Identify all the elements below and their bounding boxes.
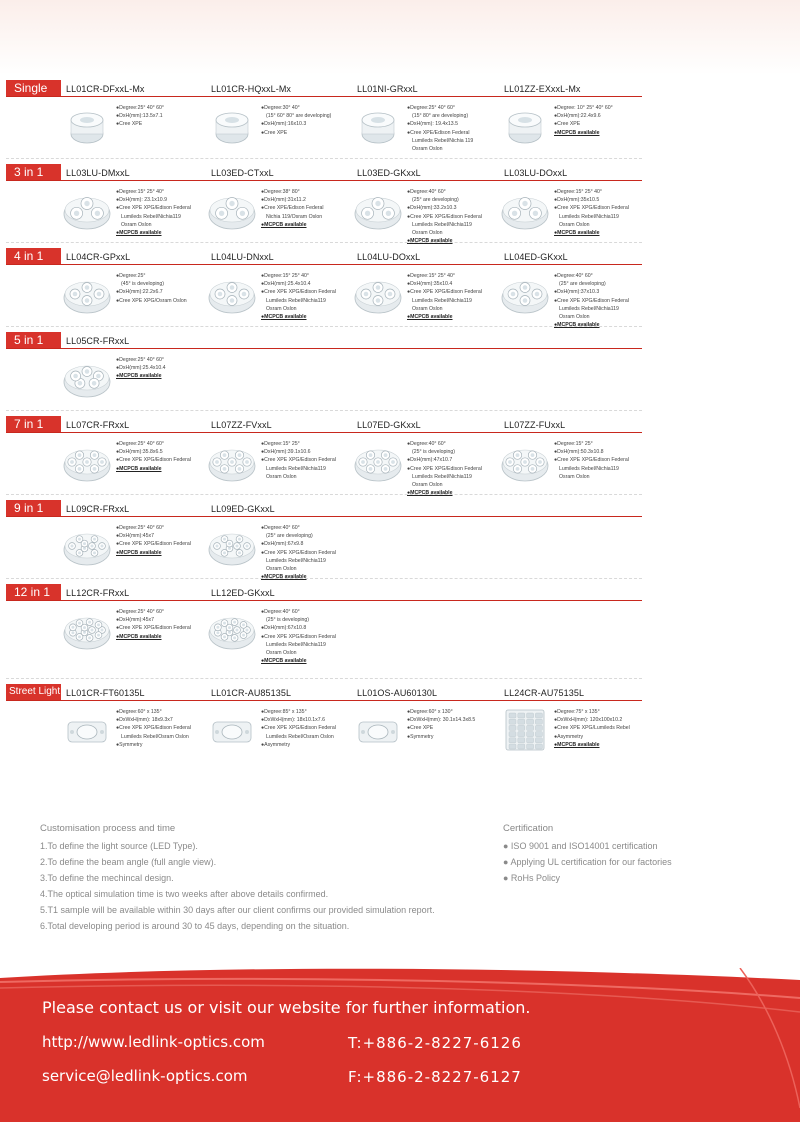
product-name: LL01CR-FT60135L	[66, 688, 145, 698]
spec-line: Osram Oslon	[559, 473, 590, 480]
product-name: LL04CR-GPxxL	[66, 252, 131, 262]
spec-line: Nichia 119/Osram Oslon	[266, 213, 323, 220]
spec-list	[261, 440, 351, 481]
category-rule	[6, 348, 642, 349]
lens-image	[500, 272, 550, 316]
spec-list	[554, 272, 644, 329]
spec-line: (15° 60° 80° are developing)	[266, 113, 332, 120]
spec-line: ●Degree:15° 25°	[554, 441, 593, 447]
customisation-step: 1.To define the light source (LED Type).	[40, 841, 198, 851]
spec-line: ●DxH(mm):16x10.3	[261, 121, 307, 128]
spec-list	[116, 440, 206, 473]
spec-line: Lumileds Rebel/Nichia119	[559, 465, 619, 472]
spec-line: ●Cree XPE XPG/Edison Federal	[261, 289, 336, 296]
certification-title: Certification	[503, 823, 554, 834]
spec-list	[116, 608, 206, 641]
category-rule	[6, 700, 642, 701]
spec-line: Osram Oslon	[266, 650, 297, 657]
certification-item: ● RoHs Policy	[503, 873, 560, 883]
spec-line: Lumileds Rebel/Osram Oslon	[121, 733, 189, 740]
product-name: LL09ED-GKxxL	[211, 504, 275, 514]
spec-line: ●DxWxH(mm): 18x10.1x7.6	[261, 717, 325, 724]
spec-list	[407, 188, 497, 245]
product-name: LL04LU-DOxxL	[357, 252, 421, 262]
spec-line: ●Asymmetry	[261, 741, 291, 748]
spec-line: ●Cree XPE XPG/Edison Federal	[261, 633, 336, 640]
spec-line: Osram Oslon	[559, 314, 590, 321]
product-name: LL01ZZ-EXxxL-Mx	[504, 84, 581, 94]
spec-line: ●DxH(mm):67x9.8	[261, 541, 304, 548]
spec-line: Lumileds Rebel/Nichia119	[412, 473, 472, 480]
category-tab: Single	[6, 80, 61, 96]
fax-number: F:+886-2-8227-6127	[348, 1068, 522, 1086]
spec-line: ●MCPCB available	[554, 129, 600, 136]
spec-list	[554, 440, 644, 481]
spec-list	[116, 524, 206, 557]
spec-line: ●DxWxH(mm): 30.1x14.3x8.5	[407, 717, 476, 724]
category-rule	[6, 264, 642, 265]
spec-line: ●Degree:60° x 135°	[116, 709, 162, 715]
lens-image	[500, 104, 550, 148]
spec-list	[554, 708, 644, 749]
spec-line: Osram Oslon	[412, 482, 443, 489]
lens-image	[353, 188, 403, 232]
spec-line: ●Cree XPE XPG/Edison Federal	[116, 625, 191, 632]
spec-line: ●MCPCB available	[261, 658, 307, 665]
spec-line: Osram Oslon	[121, 221, 152, 228]
product-name: LL07CR-FRxxL	[66, 420, 130, 430]
spec-line: (45° is developing)	[121, 281, 165, 288]
spec-line: ●Degree:25°	[116, 273, 146, 279]
category-rule	[6, 600, 642, 601]
spec-line: ●MCPCB available	[116, 230, 162, 237]
spec-list	[261, 524, 351, 581]
spec-line: ●MCPCB available	[554, 741, 600, 748]
customisation-step: 2.To define the beam angle (full angle view).	[40, 857, 217, 867]
spec-list	[554, 104, 644, 137]
spec-line: ●Cree XPE/Edison Federal	[261, 205, 324, 212]
row-divider	[6, 678, 642, 679]
category-tab: 5 in 1	[6, 332, 61, 348]
spec-line: ●DxH(mm):45x7	[116, 533, 155, 540]
spec-line: (15° 80° are developing)	[412, 113, 469, 120]
category-tab: Street Light	[6, 684, 61, 700]
spec-line: Lumileds Rebel/Nichia119	[559, 213, 619, 220]
product-name: LL12ED-GKxxL	[211, 588, 275, 598]
certification-item: ● ISO 9001 and ISO14001 certification	[503, 841, 658, 851]
lens-image	[353, 440, 403, 484]
spec-line: ●Degree:38° 80°	[261, 189, 300, 195]
category-tab: 3 in 1	[6, 164, 61, 180]
spec-line: ●DxH(mm):39.1x10.6	[261, 449, 311, 456]
spec-line: ●Degree:25° 40° 60°	[407, 105, 456, 111]
lens-image	[207, 524, 257, 568]
spec-line: ●DxH(mm):33.2x10.3	[407, 205, 457, 212]
spec-line: ●Cree XPE XPG/Edison Federal	[407, 213, 482, 220]
product-name: LL04LU-DNxxL	[211, 252, 274, 262]
lens-image	[62, 440, 112, 484]
lens-image	[353, 272, 403, 316]
spec-line: ●Degree:25° 40° 60°	[116, 105, 165, 111]
spec-line: (25° is developing)	[412, 449, 456, 456]
spec-line: ●Cree XPE XPG/Edison Federal	[116, 457, 191, 464]
spec-line: ●MCPCB available	[116, 465, 162, 472]
spec-line: ●MCPCB available	[261, 574, 307, 581]
spec-line: Lumileds Rebel/Nichia119	[266, 465, 326, 472]
spec-line: ●Degree:25° 40° 60°	[116, 525, 165, 531]
category-tab: 4 in 1	[6, 248, 61, 264]
customisation-step: 3.To define the mechincal design.	[40, 873, 174, 883]
spec-line: ●DxH(mm):31x11.2	[261, 197, 306, 204]
lens-image	[207, 188, 257, 232]
spec-line: Lumileds Rebel/Nichia 119	[412, 137, 474, 144]
lens-image	[62, 708, 112, 752]
category-tab: 9 in 1	[6, 500, 61, 516]
spec-line: ●DxWxH(mm): 120x100x10.2	[554, 717, 623, 724]
lens-image	[500, 188, 550, 232]
spec-line: ●Cree XPE XPG/Osram Oslon	[116, 297, 187, 304]
spec-line: Lumileds Rebel/Nichia119	[121, 213, 181, 220]
spec-line: ●DxH(mm):22.2x6.7	[116, 289, 163, 296]
product-name: LL05CR-FRxxL	[66, 336, 130, 346]
row-divider	[6, 494, 642, 495]
category-tab: 7 in 1	[6, 416, 61, 432]
spec-line: ●MCPCB available	[116, 373, 162, 380]
spec-line: ●Degree:40° 60°	[261, 609, 300, 615]
spec-line: ●Degree:25° 40° 60°	[116, 441, 165, 447]
spec-list	[116, 356, 206, 381]
spec-line: ●DxH(mm):22.4x9.6	[554, 113, 601, 120]
spec-line: Lumileds Rebel/Nichia119	[266, 297, 326, 304]
spec-list	[116, 104, 206, 129]
spec-line: ●Cree XPE XPG/Edison Federal	[554, 205, 629, 212]
spec-line: ●Degree:40° 60°	[261, 525, 300, 531]
lens-image	[62, 608, 112, 652]
spec-line: ●MCPCB available	[554, 230, 600, 237]
spec-list	[261, 608, 351, 665]
spec-line: ●Degree:40° 60°	[407, 441, 446, 447]
spec-line: ●DxH(mm):37x10.3	[554, 289, 600, 296]
category-rule	[6, 432, 642, 433]
spec-line: Osram Oslon	[266, 473, 297, 480]
spec-line: Osram Oslon	[412, 230, 443, 237]
spec-line: ●Cree XPE XPG/Edison Federal	[261, 725, 336, 732]
spec-line: ●Cree XPE XPG/Edison Federal	[554, 297, 629, 304]
category-rule	[6, 96, 642, 97]
spec-list	[261, 272, 351, 321]
spec-line: Lumileds Rebel/Nichia119	[559, 305, 619, 312]
product-name: LL07ED-GKxxL	[357, 420, 421, 430]
spec-line: ●Degree:15° 25° 40°	[116, 189, 165, 195]
spec-line: ●Cree XPE XPG/Edison Federal	[407, 465, 482, 472]
spec-line: ●Cree XPE XPG/Edison Federal	[261, 549, 336, 556]
spec-line: ●DxH(mm):45x7	[116, 617, 155, 624]
product-name: LL01CR-HQxxL-Mx	[211, 84, 292, 94]
spec-line: ●DxH(mm):47x10.7	[407, 457, 453, 464]
spec-line: ●MCPCB available	[116, 633, 162, 640]
row-divider	[6, 410, 642, 411]
row-divider	[6, 242, 642, 243]
lens-image	[207, 272, 257, 316]
row-divider	[6, 326, 642, 327]
spec-line: (25° are developing)	[559, 281, 606, 288]
spec-list	[554, 188, 644, 237]
product-name: LL09CR-FRxxL	[66, 504, 130, 514]
spec-line: ●MCPCB available	[407, 238, 453, 245]
spec-line: ●Degree:30° 40°	[261, 105, 300, 111]
customisation-step: 5.T1 sample will be available within 30 days after our client confirms our provided simulation report.	[40, 905, 435, 915]
spec-line: Osram Oslon	[266, 566, 297, 573]
spec-line: ●MCPCB available	[554, 322, 600, 329]
spec-line: (25° are developing)	[266, 533, 313, 540]
spec-line: Osram Oslon	[266, 305, 297, 312]
spec-line: ●Symmetry	[407, 733, 434, 740]
spec-list	[261, 708, 351, 749]
spec-line: ●DxH(mm):13.5x7.1	[116, 113, 163, 120]
spec-line: (25° are developing)	[412, 197, 459, 204]
spec-list	[407, 440, 497, 497]
spec-line: ●Degree:40° 60°	[554, 273, 593, 279]
website-link[interactable]: http://www.ledlink-optics.com	[42, 1033, 265, 1051]
lens-image	[62, 272, 112, 316]
email-link[interactable]: service@ledlink-optics.com	[42, 1067, 248, 1085]
product-name: LL12CR-FRxxL	[66, 588, 130, 598]
spec-list	[261, 188, 351, 229]
customisation-step: 6.Total developing period is around 30 to 45 days, depending on the situation.	[40, 921, 350, 931]
lens-image	[62, 104, 112, 148]
category-rule	[6, 180, 642, 181]
spec-line: ●Degree:25° 40° 60°	[116, 357, 165, 363]
spec-line: ●Degree:40° 60°	[407, 189, 446, 195]
spec-line: Osram Oslon	[559, 221, 590, 228]
spec-line: Lumileds Rebel/Nichia119	[266, 641, 326, 648]
row-divider	[6, 158, 642, 159]
spec-line: ●DxH(mm):67x10.8	[261, 625, 307, 632]
lens-image	[62, 188, 112, 232]
certification-item: ● Applying UL certification for our factories	[503, 857, 672, 867]
spec-line: ●Asymmetry	[554, 733, 584, 740]
product-name: LL03ED-CTxxL	[211, 168, 274, 178]
lens-image	[207, 608, 257, 652]
spec-line: ●DxH(mm):50.3x10.8	[554, 449, 604, 456]
spec-line: ●Degree:15° 25° 40°	[407, 273, 456, 279]
spec-line: ●Cree XPE	[261, 129, 288, 136]
spec-line: Osram Oslon	[412, 146, 443, 153]
product-name: LL03ED-GKxxL	[357, 168, 421, 178]
category-rule	[6, 516, 642, 517]
spec-line: ●Cree XPE/Edison Federal	[407, 129, 470, 136]
spec-line: ●DxH(mm): 19.4x13.5	[407, 121, 458, 128]
lens-image	[500, 708, 550, 752]
lens-image	[62, 356, 112, 400]
spec-line: ●DxH(mm):35x10.4	[407, 281, 453, 288]
row-divider	[6, 578, 642, 579]
spec-line: ●DxWxH(mm): 18x9.3x7	[116, 717, 173, 724]
product-name: LL01NI-GRxxL	[357, 84, 418, 94]
spec-line: ●DxH(mm):35.8x6.5	[116, 449, 163, 456]
lens-image	[207, 440, 257, 484]
product-name: LL03LU-DOxxL	[504, 168, 568, 178]
spec-line: ●Cree XPE	[116, 121, 143, 128]
spec-list	[116, 272, 206, 305]
product-name: LL07ZZ-FUxxL	[504, 420, 566, 430]
spec-list	[116, 188, 206, 237]
spec-line: ●Degree:15° 25° 40°	[554, 189, 603, 195]
product-name: LL01CR-DFxxL-Mx	[66, 84, 145, 94]
spec-line: ●Cree XPE XPG/Edison Federal	[116, 725, 191, 732]
product-name: LL24CR-AU75135L	[504, 688, 585, 698]
spec-line: ●Cree XPE XPG/Edison Federal	[116, 205, 191, 212]
lens-image	[62, 524, 112, 568]
spec-line: ●Cree XPE XPG/Edison Federal	[261, 457, 336, 464]
spec-list	[116, 708, 206, 749]
spec-line: ●MCPCB available	[261, 221, 307, 228]
product-name: LL04ED-GKxxL	[504, 252, 568, 262]
spec-line: ●Cree XPE XPG/Edison Federal	[554, 457, 629, 464]
spec-line: ●MCPCB available	[407, 314, 453, 321]
spec-list	[407, 708, 497, 741]
spec-line: Osram Oslon	[412, 305, 443, 312]
phone-number: T:+886-2-8227-6126	[348, 1034, 522, 1052]
spec-line: ●Cree XPE XPG/Edison Federal	[407, 289, 482, 296]
spec-line: Lumileds Rebel/Nichia119	[266, 557, 326, 564]
lens-image	[353, 104, 403, 148]
spec-line: (25° is developing)	[266, 617, 310, 624]
spec-line: ●MCPCB available	[261, 314, 307, 321]
spec-line: ●Degree:15° 25°	[261, 441, 300, 447]
lens-image	[353, 708, 403, 752]
product-name: LL03LU-DMxxL	[66, 168, 130, 178]
spec-line: ●DxH(mm):25.4x10.4	[261, 281, 311, 288]
spec-line: Lumileds Rebel/Nichia119	[412, 297, 472, 304]
product-name: LL01CR-AU85135L	[211, 688, 292, 698]
spec-line: Lumileds Rebel/Nichia119	[412, 221, 472, 228]
spec-line: ●Symmetry	[116, 741, 143, 748]
category-tab: 12 in 1	[6, 584, 61, 600]
spec-line: ●Cree XPE XPG/Edison Federal	[116, 541, 191, 548]
product-name: LL07ZZ-FVxxL	[211, 420, 272, 430]
spec-line: ●Degree:25° 40° 60°	[116, 609, 165, 615]
spec-line: ●Degree:60° x 130°	[407, 709, 453, 715]
spec-line: ●DxH(mm):25.4x10.4	[116, 365, 166, 372]
lens-image	[207, 104, 257, 148]
contact-footer	[0, 968, 800, 1122]
spec-line: ●Degree:75° x 135°	[554, 709, 600, 715]
spec-line: ●MCPCB available	[116, 549, 162, 556]
spec-line: ●Degree:85° x 135°	[261, 709, 307, 715]
spec-line: ●DxH(mm):35x10.5	[554, 197, 600, 204]
customisation-title: Customisation process and time	[40, 823, 176, 834]
spec-line: ●Degree: 10° 25° 40° 60°	[554, 105, 613, 111]
lens-image	[207, 708, 257, 752]
spec-line: Lumileds Rebel/Osram Oslon	[266, 733, 334, 740]
spec-line: ●Cree XPE	[407, 725, 434, 732]
spec-list	[407, 272, 497, 321]
footer-headline: Please contact us or visit our website for further information.	[42, 998, 531, 1017]
spec-line: ●Cree XPE	[554, 121, 581, 128]
lens-image	[500, 440, 550, 484]
spec-line: ●Cree XPE XPG/Lumileds Rebel	[554, 725, 630, 732]
spec-list	[407, 104, 497, 153]
customisation-step: 4.The optical simulation time is two weeks after above details confirmed.	[40, 889, 329, 899]
product-name: LL01OS-AU60130L	[357, 688, 438, 698]
spec-line: ●MCPCB available	[407, 490, 453, 497]
spec-line: ●Degree:15° 25° 40°	[261, 273, 310, 279]
spec-line: ●DxH(mm): 23.1x10.9	[116, 197, 167, 204]
spec-list	[261, 104, 351, 137]
